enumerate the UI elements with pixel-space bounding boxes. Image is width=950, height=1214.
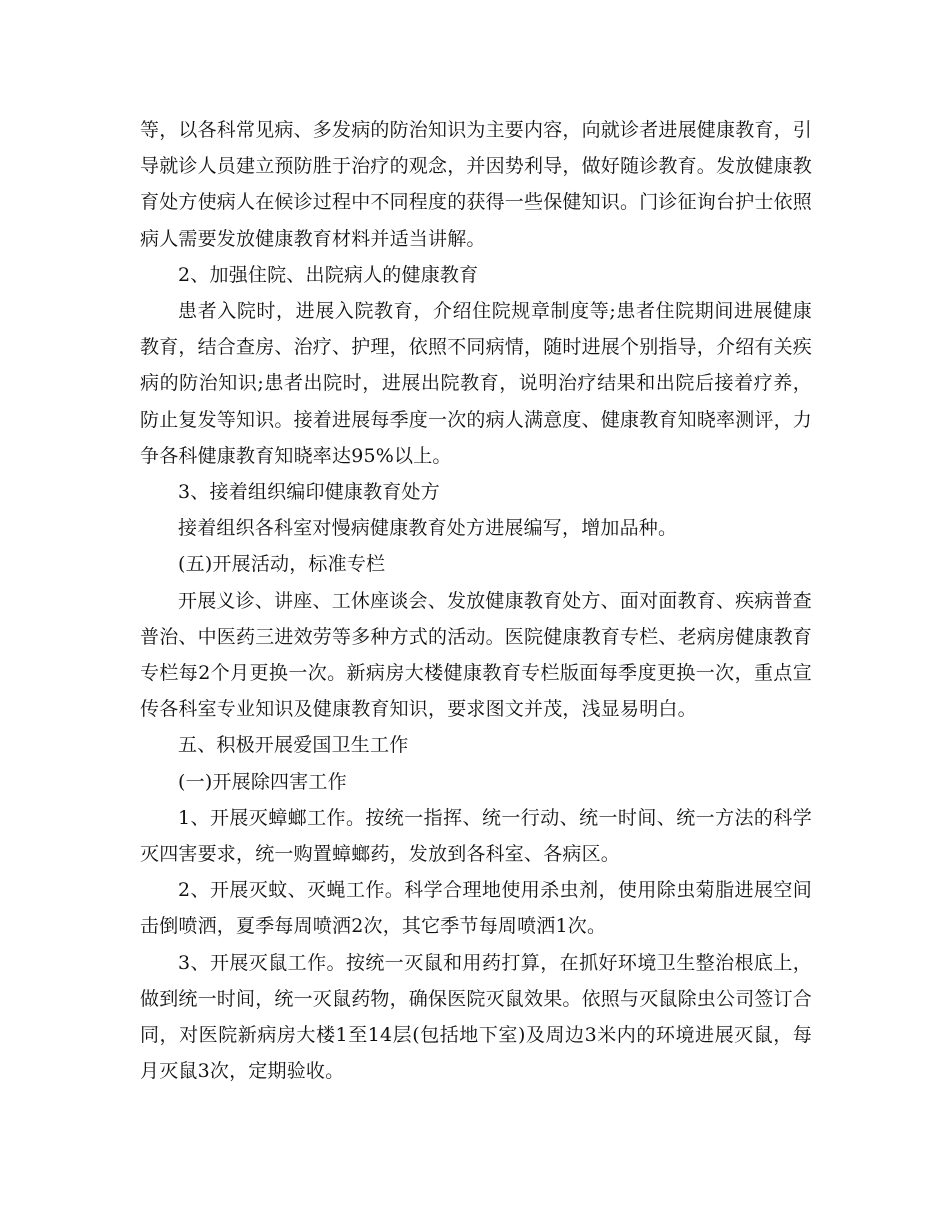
- heading-patriotic-health: 五、积极开展爱国卫生工作: [178, 734, 409, 757]
- paragraph-cockroaches: 1、开展灭蟑螂工作。按统一指挥、统一行动、统一时间、统一方法的科学灭四害要求，统一购置蟑螂药，发放到各科室、各病区。: [140, 806, 812, 866]
- paragraph-inpatient-education: 患者入院时，进展入院教育，介绍住院规章制度等;患者住院期间进展健康教育，结合查房、治疗、护理，依照不同病情，随时进展个别指导，介绍有关疾病的防治知识;患者出院时，进展出院教育，说明治疗结果和出院后接着疗养，防止复发等知识。接着进展每季度一次的病人满意度、健康教育知晓率测评，力争各科健康教育知晓率达95%以上。: [140, 300, 813, 467]
- paragraph-mosquitoes-flies: 2、开展灭蚊、灭蝇工作。科学合理地使用杀虫剂，使用除虫菊脂进展空间击倒喷洒，夏季每周喷洒2次，其它季节每周喷洒1次。: [140, 879, 812, 938]
- heading-activities: (五)开展活动，标准专栏: [178, 553, 386, 576]
- paragraph-continuation: 等，以各科常见病、多发病的防治知识为主要内容，向就诊者进展健康教育，引导就诊人员建立预防胜于治疗的观念，并因势利导，做好随诊教育。发放健康教育处方使病人在候诊过程中不同程度的获得一些保健知识。门诊征询台护士依照病人需要发放健康教育材料并适当讲解。: [140, 119, 813, 250]
- heading-inpatient-education: 2、加强住院、出院病人的健康教育: [178, 263, 479, 286]
- paragraph-rodents: 3、开展灭鼠工作。按统一灭鼠和用药打算，在抓好环境卫生整治根底上，做到统一时间，统一灭鼠药物，确保医院灭鼠效果。依照与灭鼠除虫公司签订合同，对医院新病房大楼1至14层(包括地下室)及周边3米内的环境进展灭鼠，每月灭鼠3次，定期验收。: [140, 951, 813, 1083]
- paragraph-prescriptions: 接着组织各科室对慢病健康教育处方进展编写，增加品种。: [178, 517, 678, 540]
- heading-prescriptions: 3、接着组织编印健康教育处方: [178, 481, 440, 504]
- paragraph-activities: 开展义诊、讲座、工休座谈会、发放健康教育处方、面对面教育、疾病普查普治、中医药三进效劳等多种方式的活动。医院健康教育专栏、老病房健康教育专栏每2个月更换一次。新病房大楼健康教育专栏版面每季度更换一次，重点宣传各科室专业知识及健康教育知识，要求图文并茂，浅显易明白。: [140, 589, 813, 721]
- heading-four-pests: (一)开展除四害工作: [178, 770, 347, 793]
- document-body: [140, 112, 812, 1089]
